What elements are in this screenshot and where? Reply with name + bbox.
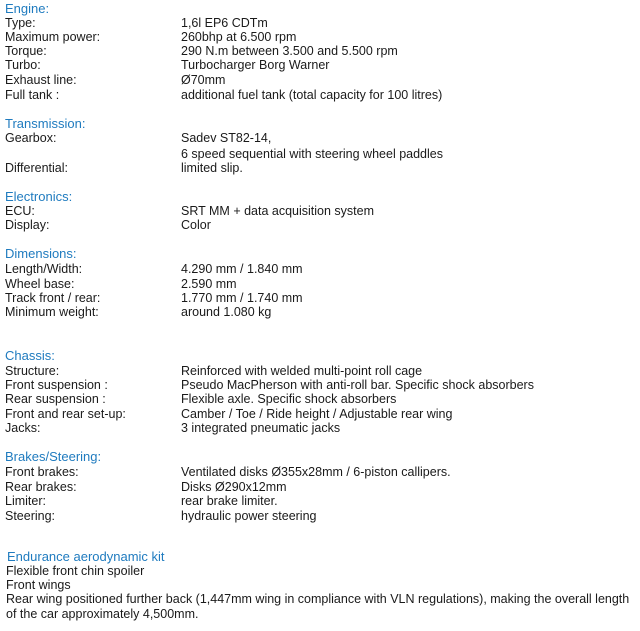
spec-label: Steering:: [5, 509, 56, 523]
spec-value: 1.770 mm / 1.740 mm: [181, 291, 303, 305]
section-title-chassis: Chassis:: [5, 348, 55, 363]
spec-value: limited slip.: [181, 161, 243, 175]
spec-row: [0, 58, 640, 72]
spec-row: [0, 73, 640, 87]
spec-value: Flexible axle. Specific shock absorbers: [181, 392, 397, 406]
spec-value: around 1.080 kg: [181, 305, 272, 319]
spec-value: 4.290 mm / 1.840 mm: [181, 262, 303, 276]
spec-value: additional fuel tank (total capacity for 100 litres): [181, 88, 443, 102]
spec-value: 1,6l EP6 CDTm: [181, 16, 268, 30]
spec-label: Rear suspension :: [5, 392, 106, 406]
spec-row: [0, 277, 640, 291]
spec-row: [0, 147, 640, 161]
spec-value: Turbocharger Borg Warner: [181, 58, 330, 72]
aero-kit-block: [4, 550, 636, 621]
spec-label: Full tank :: [5, 88, 60, 102]
spec-value: Reinforced with welded multi-point roll cage: [181, 364, 423, 378]
spec-value: Sadev ST82-14,: [181, 131, 272, 145]
spec-row: [0, 407, 640, 421]
spec-row: [0, 16, 640, 30]
spec-row: [0, 30, 640, 44]
spec-value: 2.590 mm: [181, 277, 237, 291]
spec-value: Color: [181, 218, 211, 232]
spec-label: Maximum power:: [5, 30, 101, 44]
spec-label: Differential:: [5, 161, 68, 175]
spec-value: 3 integrated pneumatic jacks: [181, 421, 341, 435]
kit-line: Front wings: [6, 578, 71, 593]
spec-row: [0, 305, 640, 319]
spec-label: Turbo:: [5, 58, 41, 72]
spec-value: 260bhp at 6.500 rpm: [181, 30, 297, 44]
section-title-engine: Engine:: [5, 1, 50, 16]
spec-label: Gearbox:: [5, 131, 57, 145]
spec-row: [0, 291, 640, 305]
spec-row: [0, 218, 640, 232]
spec-label: Exhaust line:: [5, 73, 77, 87]
section-title-dimensions: Dimensions:: [5, 246, 77, 261]
spec-row: [0, 131, 640, 145]
spec-row: [0, 494, 640, 508]
spec-row: [0, 378, 640, 392]
spec-value: Camber / Toe / Ride height / Adjustable rear wing: [181, 407, 453, 421]
spec-value: rear brake limiter.: [181, 494, 278, 508]
spec-label: Length/Width:: [5, 262, 83, 276]
section-title-brakes-steering: Brakes/Steering:: [5, 449, 102, 464]
spec-row: [0, 465, 640, 479]
spec-row: [0, 509, 640, 523]
spec-row: [0, 364, 640, 378]
spec-value: Disks Ø290x12mm: [181, 480, 287, 494]
spec-label: Track front / rear:: [5, 291, 101, 305]
spec-label: Front and rear set-up:: [5, 407, 126, 421]
spec-value: 290 N.m between 3.500 and 5.500 rpm: [181, 44, 398, 58]
spec-label: Type:: [5, 16, 36, 30]
spec-label: Torque:: [5, 44, 47, 58]
spec-row: [0, 480, 640, 494]
spec-row: [0, 161, 640, 175]
spec-value: hydraulic power steering: [181, 509, 317, 523]
spec-row: [0, 421, 640, 435]
spec-label: Structure:: [5, 364, 60, 378]
kit-line: Flexible front chin spoiler: [6, 564, 145, 578]
spec-row: [0, 392, 640, 406]
spec-label: Front brakes:: [5, 465, 79, 479]
spec-label: Wheel base:: [5, 277, 75, 291]
section-title-aero-kit: Endurance aerodynamic kit: [7, 549, 165, 564]
spec-label: Jacks:: [5, 421, 41, 435]
spec-row: [0, 88, 640, 102]
spec-value: SRT MM + data acquisition system: [181, 204, 375, 218]
spec-value: Ø70mm: [181, 73, 226, 87]
spec-label: Limiter:: [5, 494, 46, 508]
spec-value: Pseudo MacPherson with anti-roll bar. Specific shock absorbers: [181, 378, 534, 392]
section-title-transmission: Transmission:: [5, 116, 86, 131]
spec-label: Minimum weight:: [5, 305, 99, 319]
spec-row: [0, 44, 640, 58]
spec-row: [0, 204, 640, 218]
spec-value: Ventilated disks Ø355x28mm / 6-piston callipers.: [181, 465, 451, 479]
spec-label: Front suspension :: [5, 378, 108, 392]
spec-label: ECU:: [5, 204, 35, 218]
spec-label: Display:: [5, 218, 50, 232]
spec-label: Rear brakes:: [5, 480, 77, 494]
kit-line: Rear wing positioned further back (1,447mm wing in compliance with VLN regulations), making the overall length of the car approximately 4,500mm.: [6, 592, 630, 621]
spec-value: 6 speed sequential with steering wheel paddles: [181, 147, 443, 161]
section-title-electronics: Electronics:: [5, 189, 73, 204]
spec-row: [0, 262, 640, 276]
